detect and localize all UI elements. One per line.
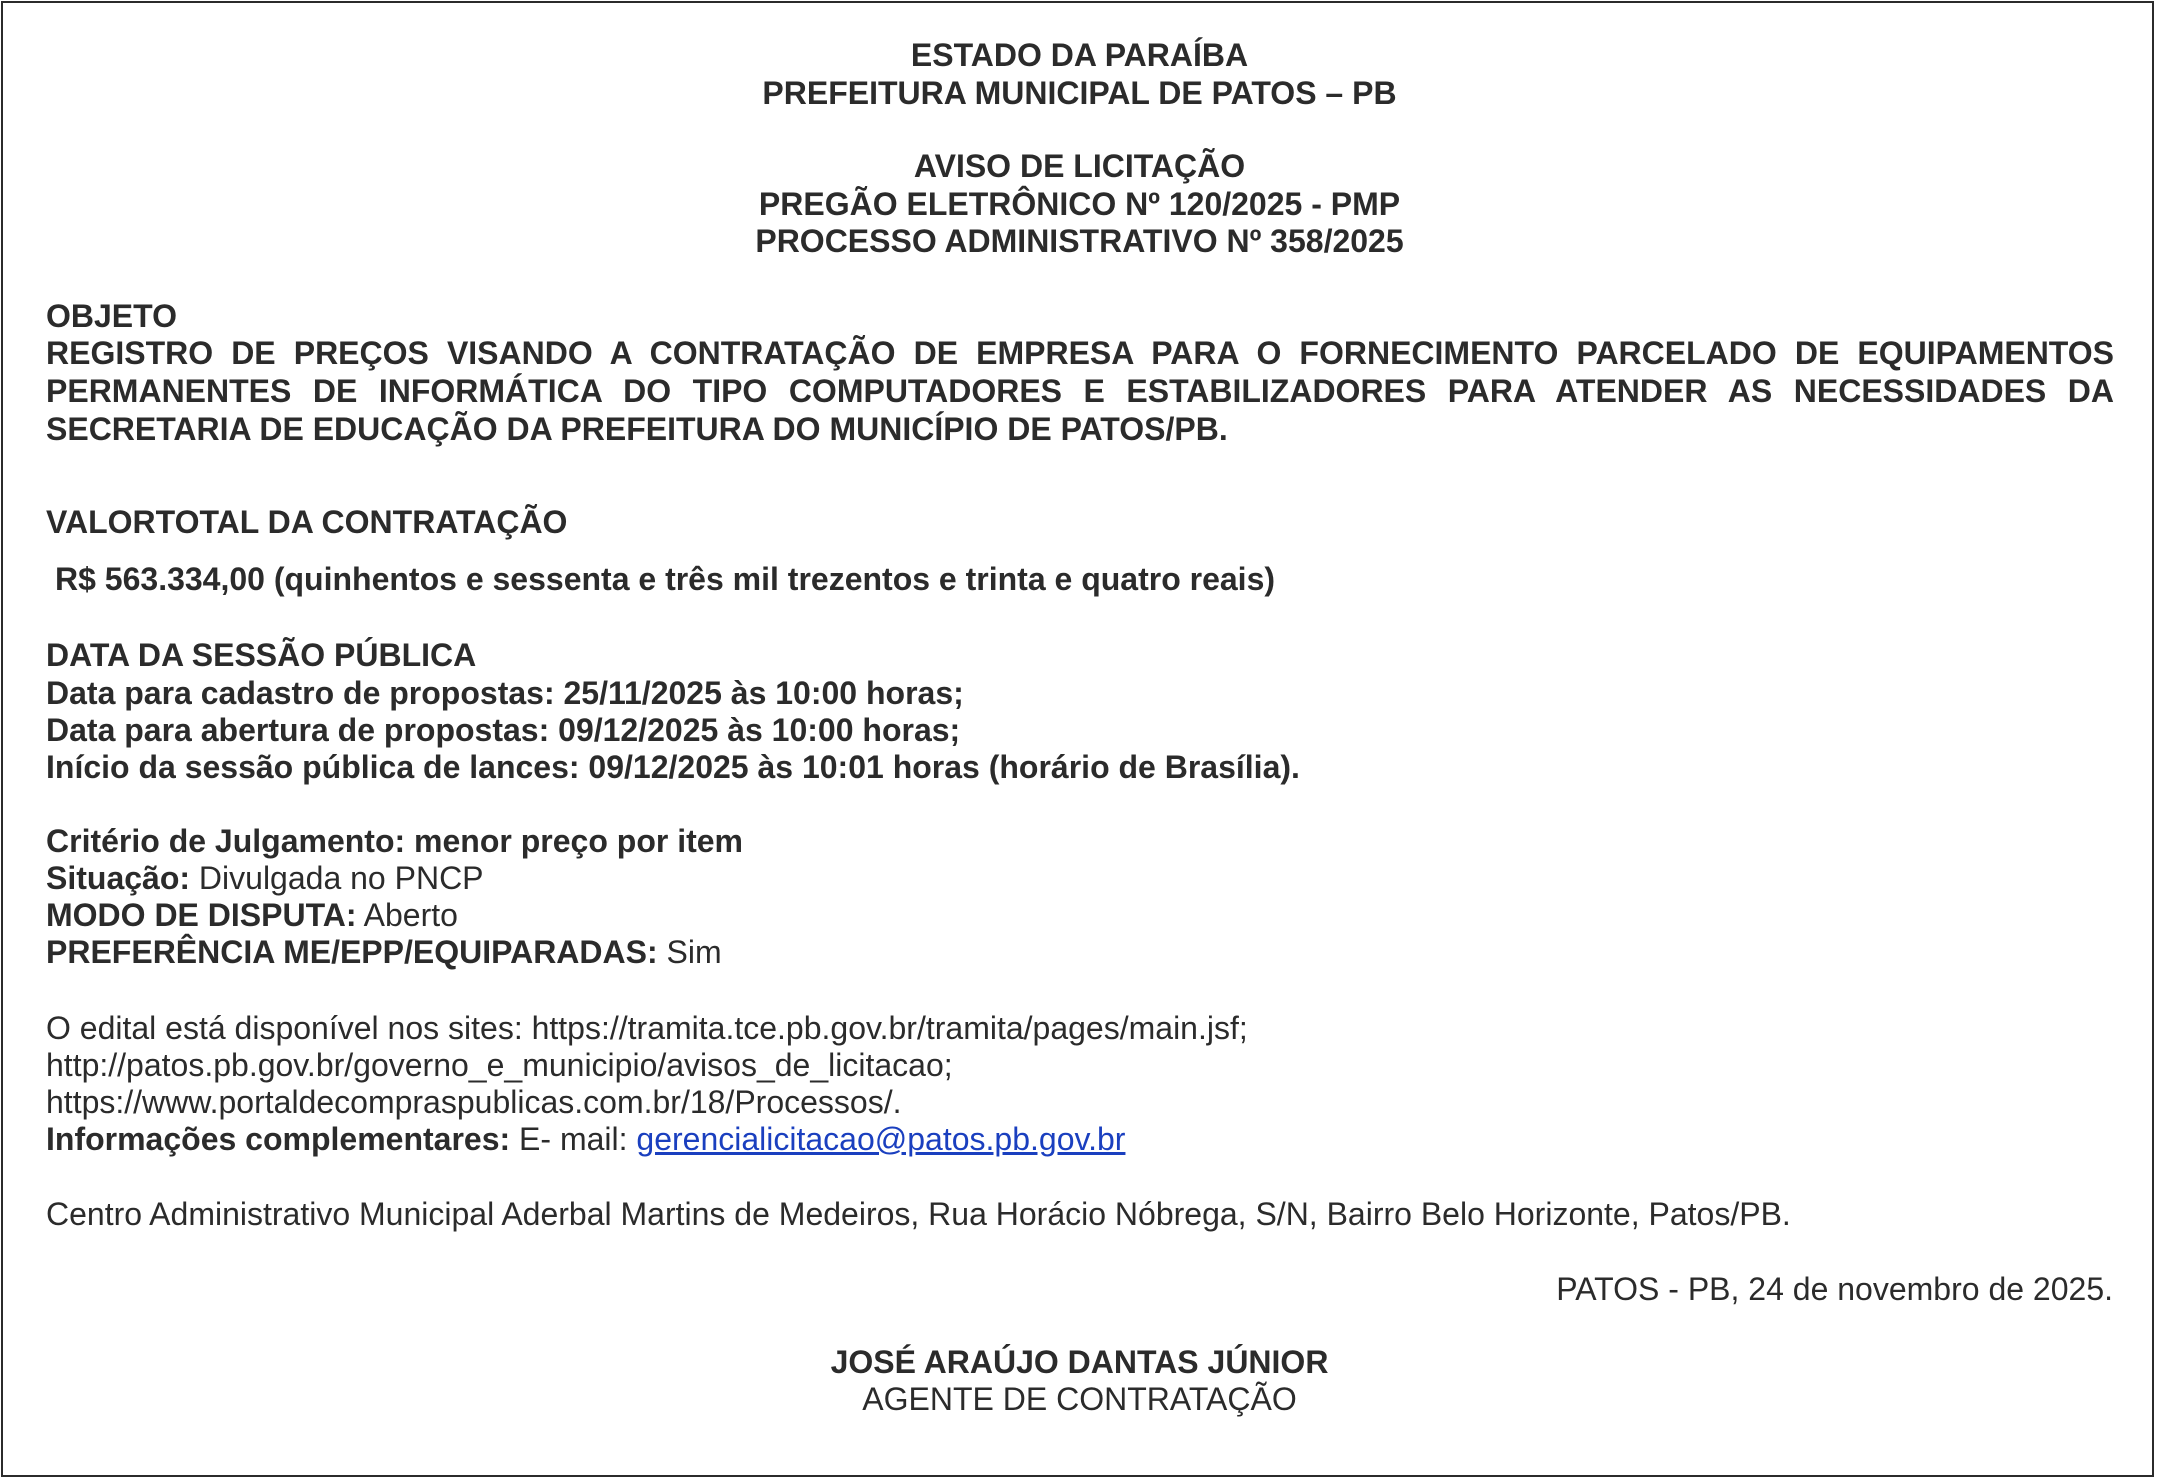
info-line bbox=[46, 1120, 1125, 1158]
sessao-cadastro: Data para cadastro de propostas: 25/11/2025 às 10:00 horas; bbox=[46, 675, 964, 711]
modo-value: Aberto bbox=[356, 897, 458, 933]
info-prefix: E- mail: bbox=[510, 1121, 637, 1157]
valor-heading: VALORTOTAL DA CONTRATAÇÃO bbox=[46, 504, 568, 540]
edital-line-1: O edital está disponível nos sites: https://tramita.tce.pb.gov.br/tramita/pages/main.jsf; bbox=[46, 1010, 1248, 1046]
info-label: Informações complementares: bbox=[46, 1121, 511, 1157]
situacao-line bbox=[46, 859, 484, 897]
edital-line-2: http://patos.pb.gov.br/governo_e_municipio/avisos_de_licitacao; bbox=[46, 1047, 953, 1083]
preferencia-line bbox=[46, 933, 722, 971]
process-number: PROCESSO ADMINISTRATIVO Nº 358/2025 bbox=[755, 223, 1404, 259]
sessao-abertura: Data para abertura de propostas: 09/12/2025 às 10:00 horas; bbox=[46, 712, 961, 748]
sessao-inicio: Início da sessão pública de lances: 09/12/2025 às 10:01 horas (horário de Brasília). bbox=[46, 749, 1300, 785]
notice-title: AVISO DE LICITAÇÃO bbox=[913, 148, 1246, 184]
sessao-heading: DATA DA SESSÃO PÚBLICA bbox=[46, 637, 477, 673]
modo-line bbox=[46, 896, 458, 934]
email-link[interactable]: gerencialicitacao@patos.pb.gov.br bbox=[636, 1121, 1126, 1157]
signer-name: JOSÉ ARAÚJO DANTAS JÚNIOR bbox=[830, 1344, 1329, 1380]
address: Centro Administrativo Municipal Aderbal Martins de Medeiros, Rua Horácio Nóbrega, S/N, Bairro Belo Horizonte, Patos/PB. bbox=[46, 1196, 1791, 1232]
situacao-label: Situação: bbox=[46, 860, 191, 896]
state-name: ESTADO DA PARAÍBA bbox=[910, 37, 1249, 73]
bid-number: PREGÃO ELETRÔNICO Nº 120/2025 - PMP bbox=[758, 186, 1401, 222]
preferencia-value: Sim bbox=[657, 934, 722, 970]
preferencia-label: PREFERÊNCIA ME/EPP/EQUIPARADAS: bbox=[46, 934, 658, 970]
modo-label: MODO DE DISPUTA: bbox=[46, 897, 357, 933]
objeto-heading: OBJETO bbox=[46, 298, 177, 334]
valor-amount: R$ 563.334,00 (quinhentos e sessenta e três mil trezentos e trinta e quatro reais) bbox=[55, 561, 1276, 597]
situacao-value: Divulgada no PNCP bbox=[190, 860, 484, 896]
place-date: PATOS - PB, 24 de novembro de 2025. bbox=[1556, 1271, 2113, 1307]
objeto-text: REGISTRO DE PREÇOS VISANDO A CONTRATAÇÃO DE EMPRESA PARA O FORNECIMENTO PARCELADO DE EQUIPAMENTOS PERMANENTES DE INFORMÁTICA DO TIPO COMPUTADORES E ESTABILIZADORES PARA ATENDER AS NECESSIDADES DA SECRETARIA DE EDUCAÇÃO DA PREFEITURA DO MUNICÍPIO DE PATOS/PB. bbox=[46, 335, 2114, 447]
edital-line-3: https://www.portaldecompraspublicas.com.br/18/Processos/. bbox=[46, 1084, 902, 1120]
criterio-julgamento: Critério de Julgamento: menor preço por item bbox=[46, 823, 743, 859]
prefecture-name: PREFEITURA MUNICIPAL DE PATOS – PB bbox=[762, 75, 1397, 111]
signer-role: AGENTE DE CONTRATAÇÃO bbox=[862, 1381, 1297, 1417]
